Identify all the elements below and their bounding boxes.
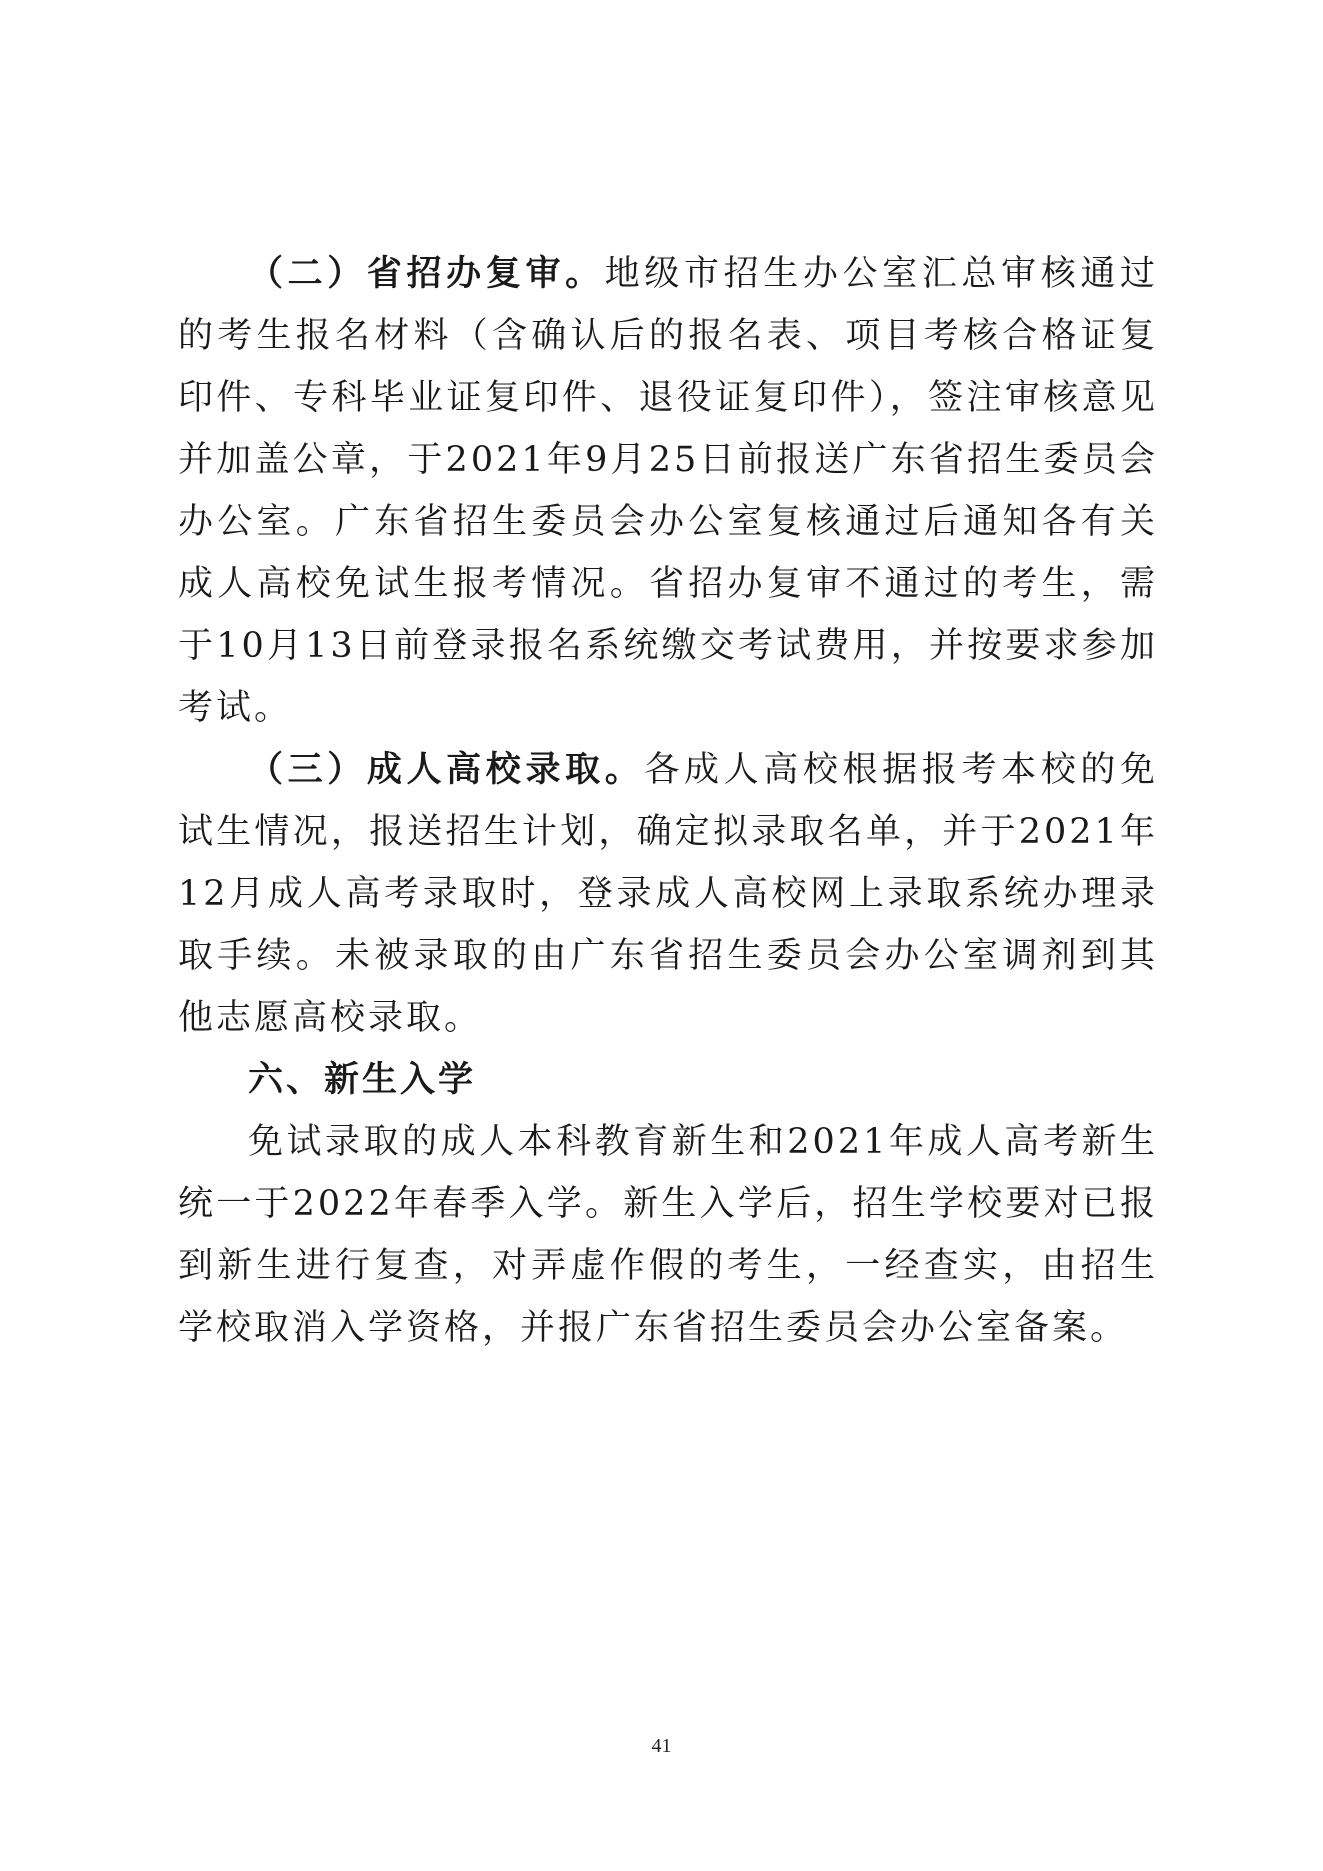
paragraph-body-provincial-review: 地级市招生办公室汇总审核通过的考生报名材料（含确认后的报名表、项目考核合格证复印件、专科毕业证复印件、退役证复印件），签注审核意见并加盖公章，于2021年9月25日前报送广东省招生委员会办公室。广东省招生委员会办公室复核通过后通知各有关成人高校免试生报考情况。省招办复审不通过的考生，需于10月13日前登录报名系统缴交考试费用，并按要求参加考试。	[178, 254, 1158, 728]
paragraph-title-college-admission: （三）成人高校录取。	[248, 750, 645, 790]
paragraph-college-admission	[178, 739, 1158, 1049]
page-number: 41	[651, 1735, 672, 1757]
section-heading-enrollment: 六、新生入学	[248, 1060, 477, 1100]
paragraph-enrollment: 免试录取的成人本科教育新生和2021年成人高考新生统一于2022年春季入学。新生入学后，招生学校要对已报到新生进行复查，对弄虚作假的考生，一经查实，由招生学校取消入学资格，并报广东省招生委员会办公室备案。	[178, 1122, 1158, 1348]
document-body	[178, 243, 1158, 1359]
paragraph-title-provincial-review: （二）省招办复审。	[248, 254, 605, 294]
paragraph-body-college-admission: 各成人高校根据报考本校的免试生情况，报送招生计划，确定拟录取名单，并于2021年12月成人高考录取时，登录成人高校网上录取系统办理录取手续。未被录取的由广东省招生委员会办公室调剂到其他志愿高校录取。	[178, 750, 1158, 1038]
paragraph-provincial-review	[178, 243, 1158, 739]
